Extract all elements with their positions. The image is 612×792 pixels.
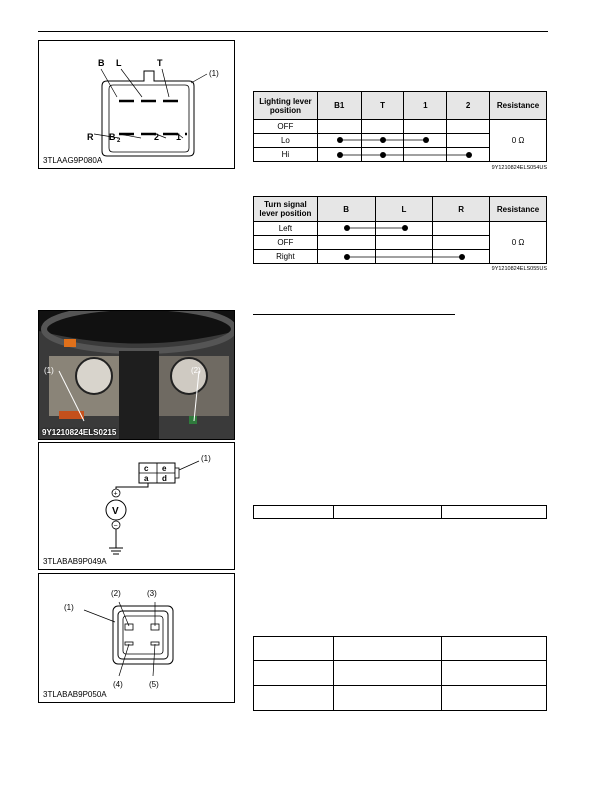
plus-sign: + (113, 490, 118, 498)
empty-cell (442, 506, 547, 519)
empty-cell (333, 686, 442, 711)
col-header-resistance: Resistance (490, 92, 547, 120)
empty-cell (442, 661, 547, 686)
resistance-value: 0 Ω (490, 222, 547, 264)
col-header-2: 2 (447, 92, 490, 120)
voltage-figure (38, 442, 235, 570)
empty-cell (333, 506, 442, 519)
empty-table-2 (253, 636, 547, 711)
figure-caption: 3TLABAB9P050A (43, 690, 107, 699)
label-1: 1 (176, 132, 182, 142)
pin-2 (125, 624, 133, 630)
figure-caption: 3TLAAG9P080A (43, 156, 103, 165)
callout-1: (1) (64, 603, 74, 612)
row-off: OFF (254, 236, 318, 250)
minus-sign: − (113, 523, 118, 530)
section-underline (253, 314, 455, 315)
col-header-l: L (375, 197, 433, 222)
pin-e: e (162, 464, 167, 473)
resistance-value: 0 Ω (490, 120, 547, 162)
label-b2-sub: 2 (117, 138, 121, 144)
col-header-resistance: Resistance (490, 197, 547, 222)
connector-diagram-1 (39, 41, 236, 170)
empty-cell (254, 661, 334, 686)
col-header-t: T (361, 92, 404, 120)
dashboard-photo (38, 310, 235, 440)
pin-d: d (162, 474, 167, 483)
col-header-position: Lighting lever position (254, 92, 318, 120)
photo-illustration (39, 311, 235, 440)
photo-callout-1: (1) (44, 366, 54, 375)
empty-cell (333, 661, 442, 686)
turn-signal-table (253, 196, 547, 264)
label-b2: B (109, 132, 116, 142)
col-header-b1: B1 (317, 92, 361, 120)
voltage-diagram (39, 443, 236, 571)
empty-cell (254, 686, 334, 711)
label-l: L (116, 58, 122, 68)
table-code-2: 9Y1210824ELS055US (491, 266, 547, 272)
label-t: T (157, 58, 163, 68)
col-header-1: 1 (404, 92, 447, 120)
label-b: B (98, 58, 105, 68)
voltmeter-label: V (112, 506, 119, 517)
photo-callout-2: (2) (191, 366, 201, 375)
lighting-lever-table (253, 91, 547, 162)
connector-figure-2 (38, 573, 235, 703)
callout-1: (1) (209, 69, 219, 78)
label-2: 2 (154, 132, 160, 142)
photo-caption: 9Y1210824ELS0215 (42, 428, 117, 437)
callout-2: (2) (111, 589, 121, 598)
callout-1: (1) (201, 454, 211, 463)
connector-figure-1 (38, 40, 235, 169)
row-off: OFF (254, 120, 318, 134)
row-lo: Lo (254, 134, 318, 148)
pin-c: c (144, 464, 149, 473)
empty-cell (333, 637, 442, 661)
connector-diagram-2 (39, 574, 236, 704)
row-hi: Hi (254, 148, 318, 162)
callout-3: (3) (147, 589, 157, 598)
empty-cell (254, 637, 334, 661)
callout-4: (4) (113, 680, 123, 689)
pin-a: a (144, 474, 149, 483)
figure-caption: 3TLABAB9P049A (43, 557, 107, 566)
label-r: R (87, 132, 94, 142)
col-header-position: Turn signal lever position (254, 197, 318, 222)
empty-cell (254, 506, 334, 519)
table-code-1: 9Y1210824ELS054US (491, 165, 547, 171)
empty-cell (442, 686, 547, 711)
header-rule (38, 31, 548, 32)
empty-cell (442, 637, 547, 661)
col-header-b: B (317, 197, 375, 222)
col-header-r: R (433, 197, 490, 222)
empty-table-1 (253, 505, 547, 519)
callout-5: (5) (149, 680, 159, 689)
row-left: Left (254, 222, 318, 236)
row-right: Right (254, 250, 318, 264)
